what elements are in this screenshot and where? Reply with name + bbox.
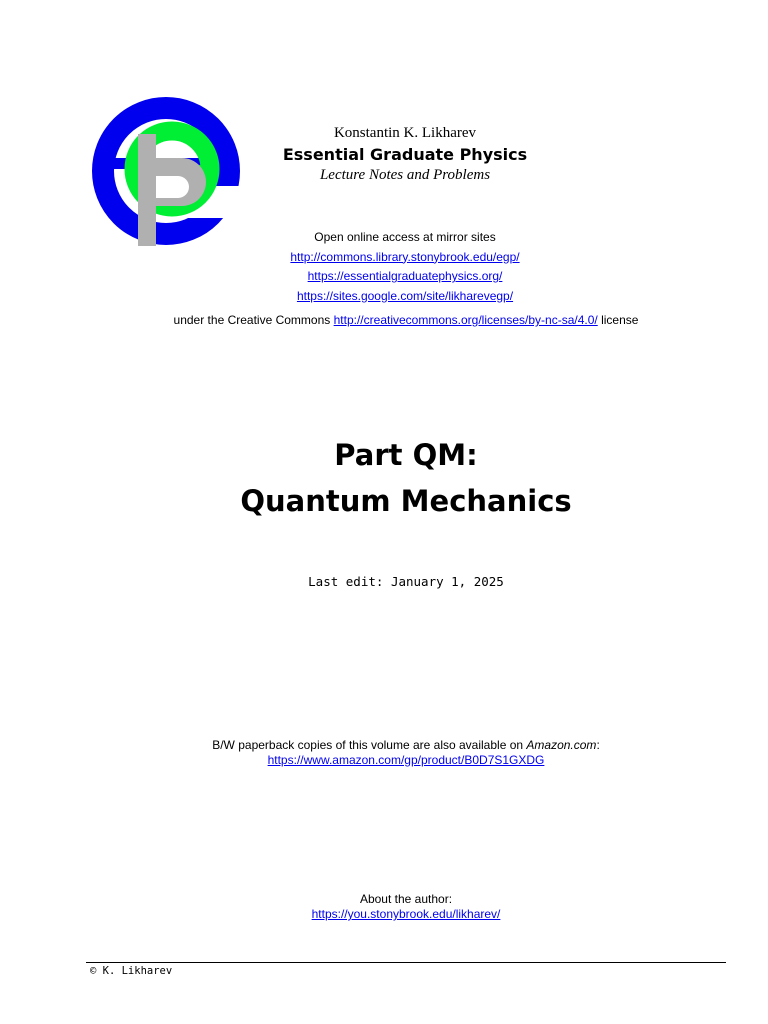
part-title-line1: Part QM: [334,438,478,472]
paperback-text: B/W paperback copies of this volume are also available on [212,738,524,752]
access-block [240,228,570,306]
author-page-link[interactable]: https://you.stonybrook.edu/likharev/ [311,907,501,921]
license-suffix: license [601,313,639,327]
series-subtitle: Lecture Notes and Problems [319,167,491,183]
amazon-link[interactable]: https://www.amazon.com/gp/product/B0D7S1GXDG [267,753,545,767]
mirror-link-google[interactable]: https://sites.google.com/site/likharevegp/ [296,288,514,303]
part-title-line2: Quantum Mechanics [240,484,572,518]
mirror-link-egp[interactable]: https://essentialgraduatephysics.org/ [307,269,503,283]
part-title [0,432,768,524]
mirror-link-commons[interactable]: http://commons.library.stonybrook.edu/egp/ [290,249,520,264]
paperback-store: Amazon.com [526,738,597,752]
series-title: Essential Graduate Physics [282,145,528,164]
author-name: Konstantin K. Likharev [333,125,477,141]
egp-logo-icon [90,94,242,248]
about-block [0,892,768,922]
footer-divider [86,962,726,963]
license-line [0,313,768,327]
paperback-colon: : [596,738,600,752]
license-prefix: under the Creative Commons [173,313,331,327]
copyright-notice: © K. Likharev [90,965,173,977]
last-edit-date: Last edit: January 1, 2025 [308,574,504,589]
access-intro: Open online access at mirror sites [314,230,496,244]
license-link[interactable]: http://creativecommons.org/licenses/by-nc-sa/4.0/ [333,313,598,327]
paperback-block [0,738,768,768]
about-label: About the author: [359,892,453,906]
